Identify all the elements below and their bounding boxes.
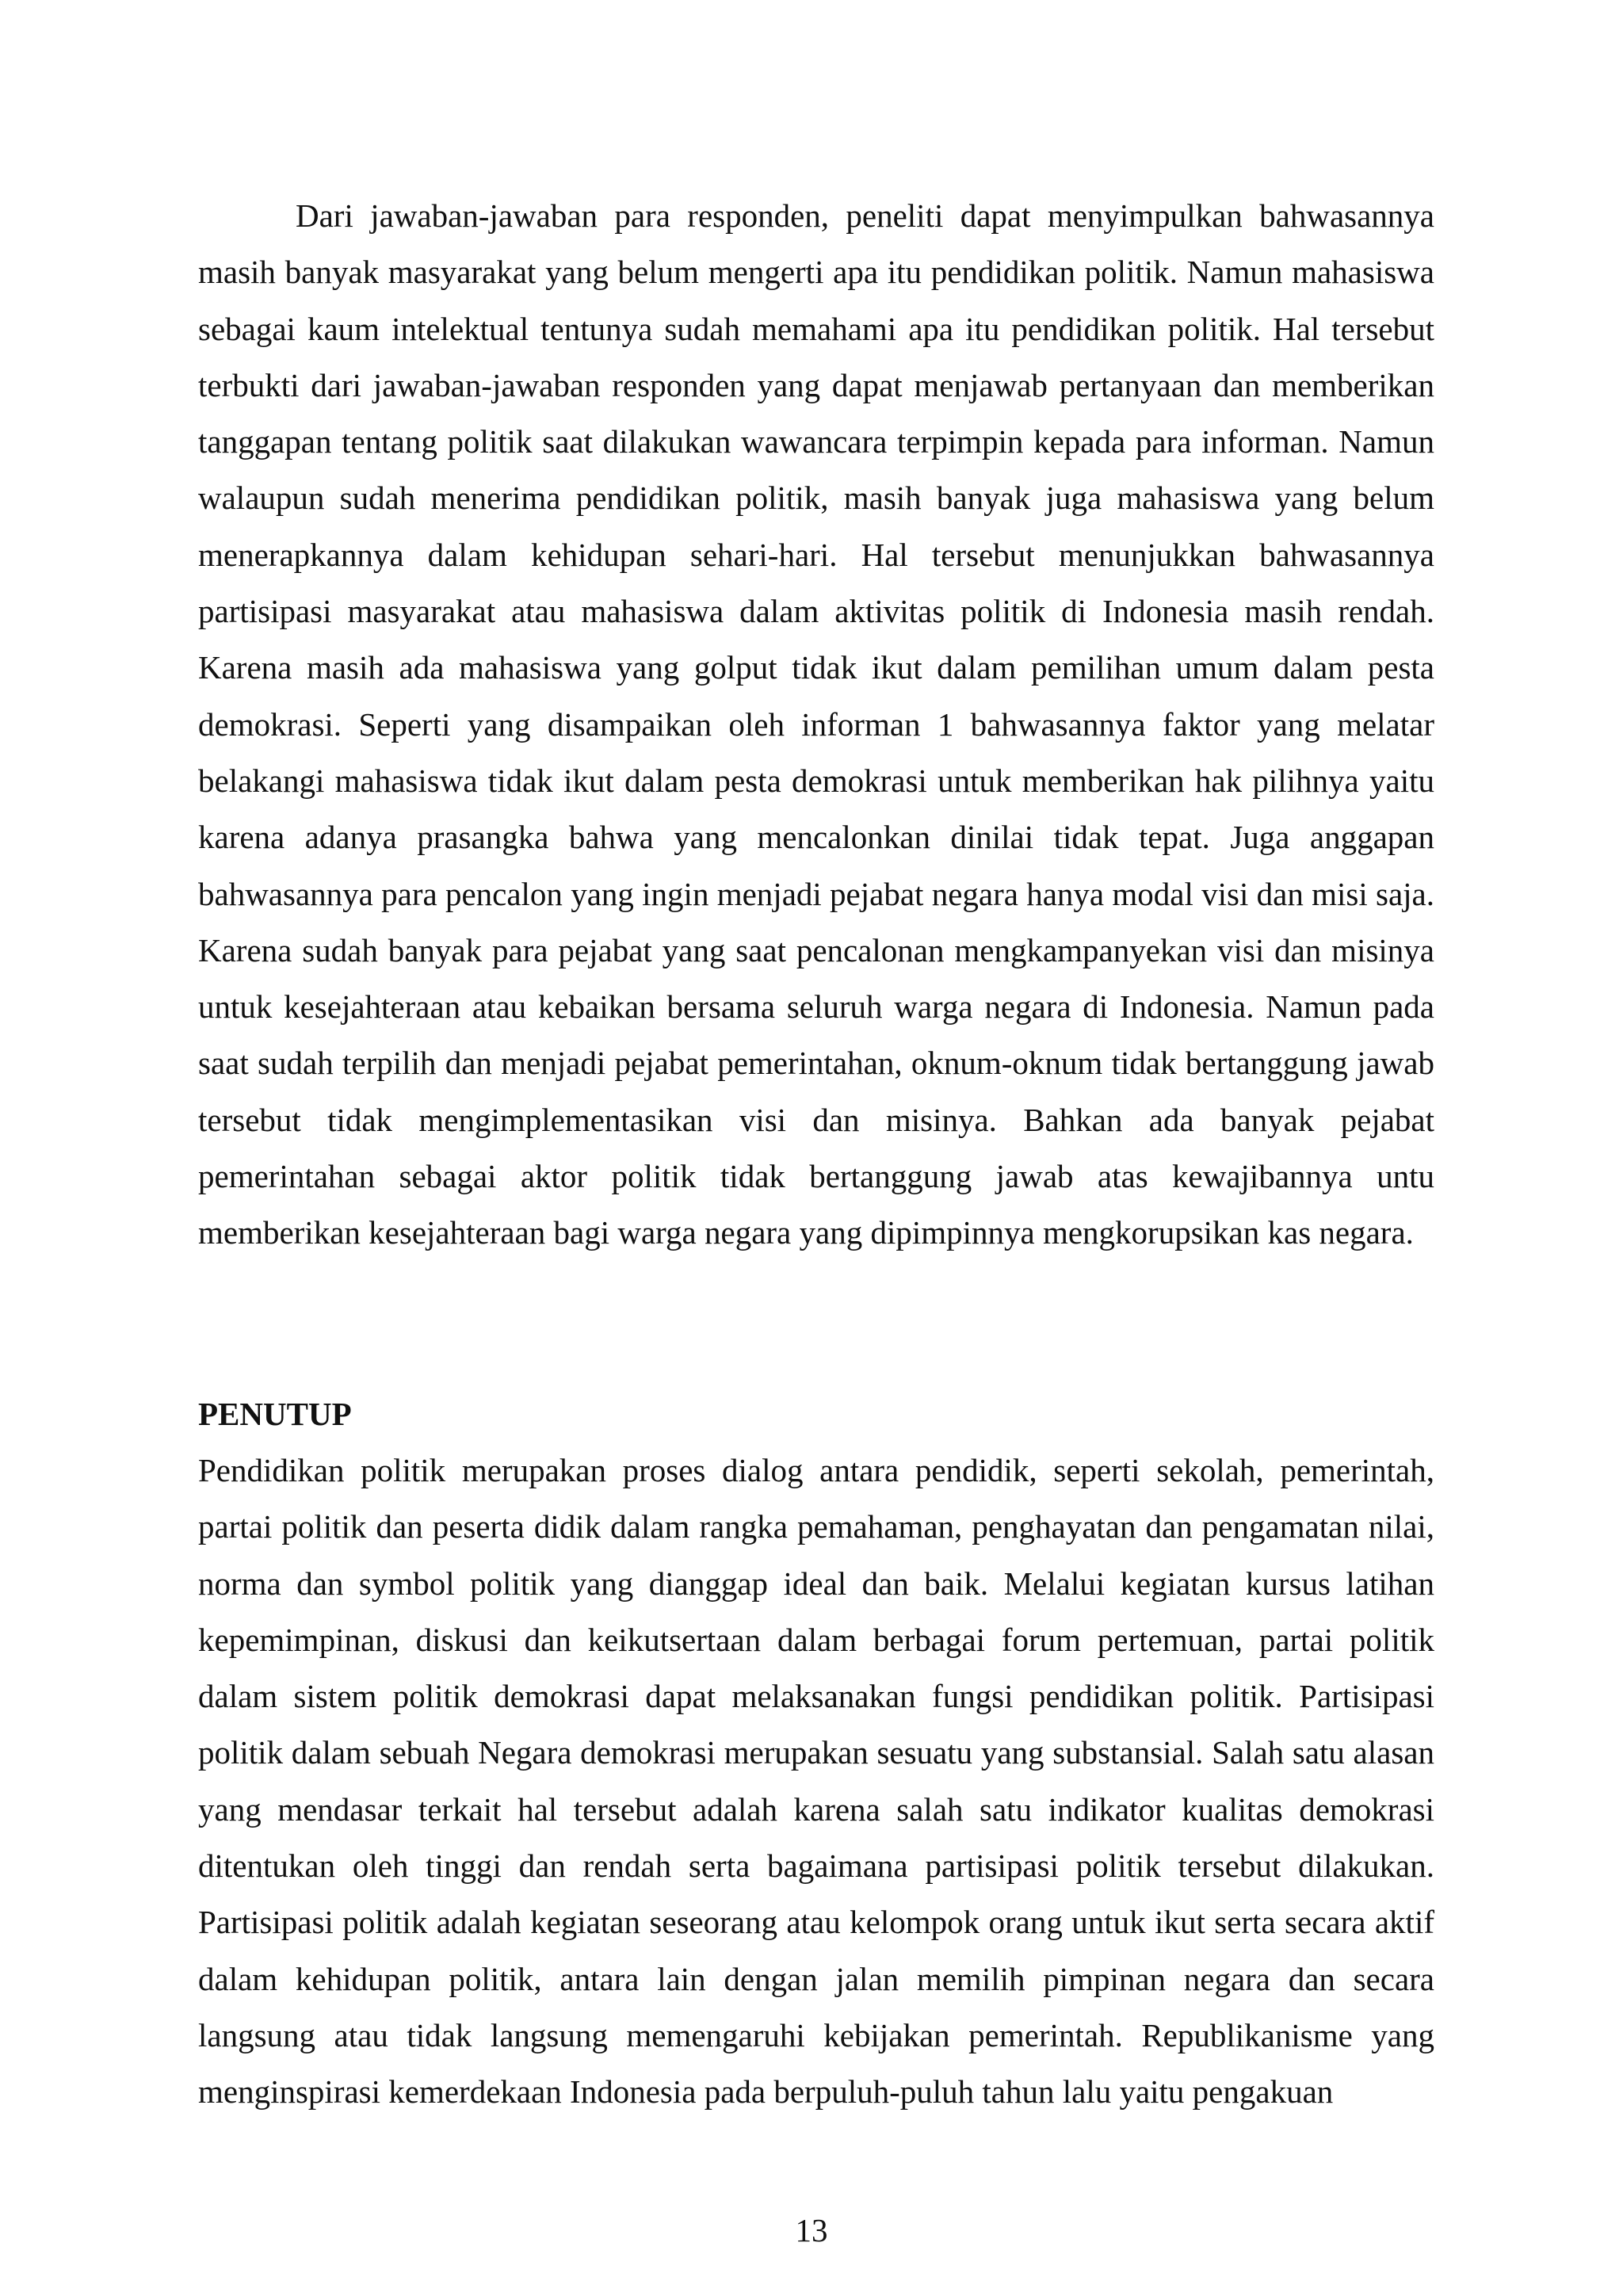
body-paragraph-findings: Dari jawaban-jawaban para responden, peneliti dapat menyimpulkan bahwasannya masih banyak masyarakat yang belum mengerti apa itu pendidikan politik. Namun mahasiswa sebagai kaum intelektual tentunya sudah memahami apa itu pendidikan politik. Hal tersebut terbukti dari jawaban-jawaban responden yang dapat menjawab pertanyaan dan memberikan tanggapan tentang politik saat dilakukan wawancara terpimpin kepada para informan. Namun walaupun sudah menerima pendidikan politik, masih banyak juga mahasiswa yang belum menerapkannya dalam kehidupan sehari-hari. Hal tersebut menunjukkan bahwasannya partisipasi masyarakat atau mahasiswa dalam aktivitas politik di Indonesia masih rendah. Karena masih ada mahasiswa yang golput tidak ikut dalam pemilihan umum dalam pesta demokrasi. Seperti yang disampaikan oleh informan 1 bahwasannya faktor yang melatar belakangi mahasiswa tidak ikut dalam pesta demokrasi untuk memberikan hak pilihnya yaitu karena adanya prasangka bahwa yang mencalonkan dinilai tidak tepat. Juga anggapan bahwasannya para pencalon yang ingin menjadi pejabat negara hanya modal visi dan misi saja. Karena sudah banyak para pejabat yang saat pencalonan mengkampanyekan visi dan misinya untuk kesejahteraan atau kebaikan bersama seluruh warga negara di Indonesia. Namun pada saat sudah terpilih dan menjadi pejabat pemerintahan, oknum-oknum tidak bertanggung jawab tersebut tidak mengimplementasikan visi dan misinya. Bahkan ada banyak pejabat pemerintahan sebagai aktor politik tidak bertanggung jawab atas kewajibannya untu memberikan kesejahteraan bagi warga negara yang dipimpinnya mengkorupsikan kas negara. <box>198 197 1434 1251</box>
page-number: 13 <box>795 2212 828 2248</box>
section-heading: PENUTUP <box>198 1396 352 1432</box>
body-paragraph-conclusion: Pendidikan politik merupakan proses dialog antara pendidik, seperti sekolah, pemerintah, partai politik dan peserta didik dalam rangka pemahaman, penghayatan dan pengamatan nilai, norma dan symbol politik yang dianggap ideal dan baik. Melalui kegiatan kursus latihan kepemimpinan, diskusi dan keikutsertaan dalam berbagai forum pertemuan, partai politik dalam sistem politik demokrasi dapat melaksanakan fungsi pendidikan politik. Partisipasi politik dalam sebuah Negara demokrasi merupakan sesuatu yang substansial. Salah satu alasan yang mendasar terkait hal tersebut adalah karena salah satu indikator kualitas demokrasi ditentukan oleh tinggi dan rendah serta bagaimana partisipasi politik tersebut dilakukan. Partisipasi politik adalah kegiatan seseorang atau kelompok orang untuk ikut serta secara aktif dalam kehidupan politik, antara lain dengan jalan memilih pimpinan negara dan secara langsung atau tidak langsung memengaruhi kebijakan pemerintah. Republikanisme yang menginspirasi kemerdekaan Indonesia pada berpuluh-puluh tahun lalu yaitu pengakuan <box>198 1452 1434 2111</box>
